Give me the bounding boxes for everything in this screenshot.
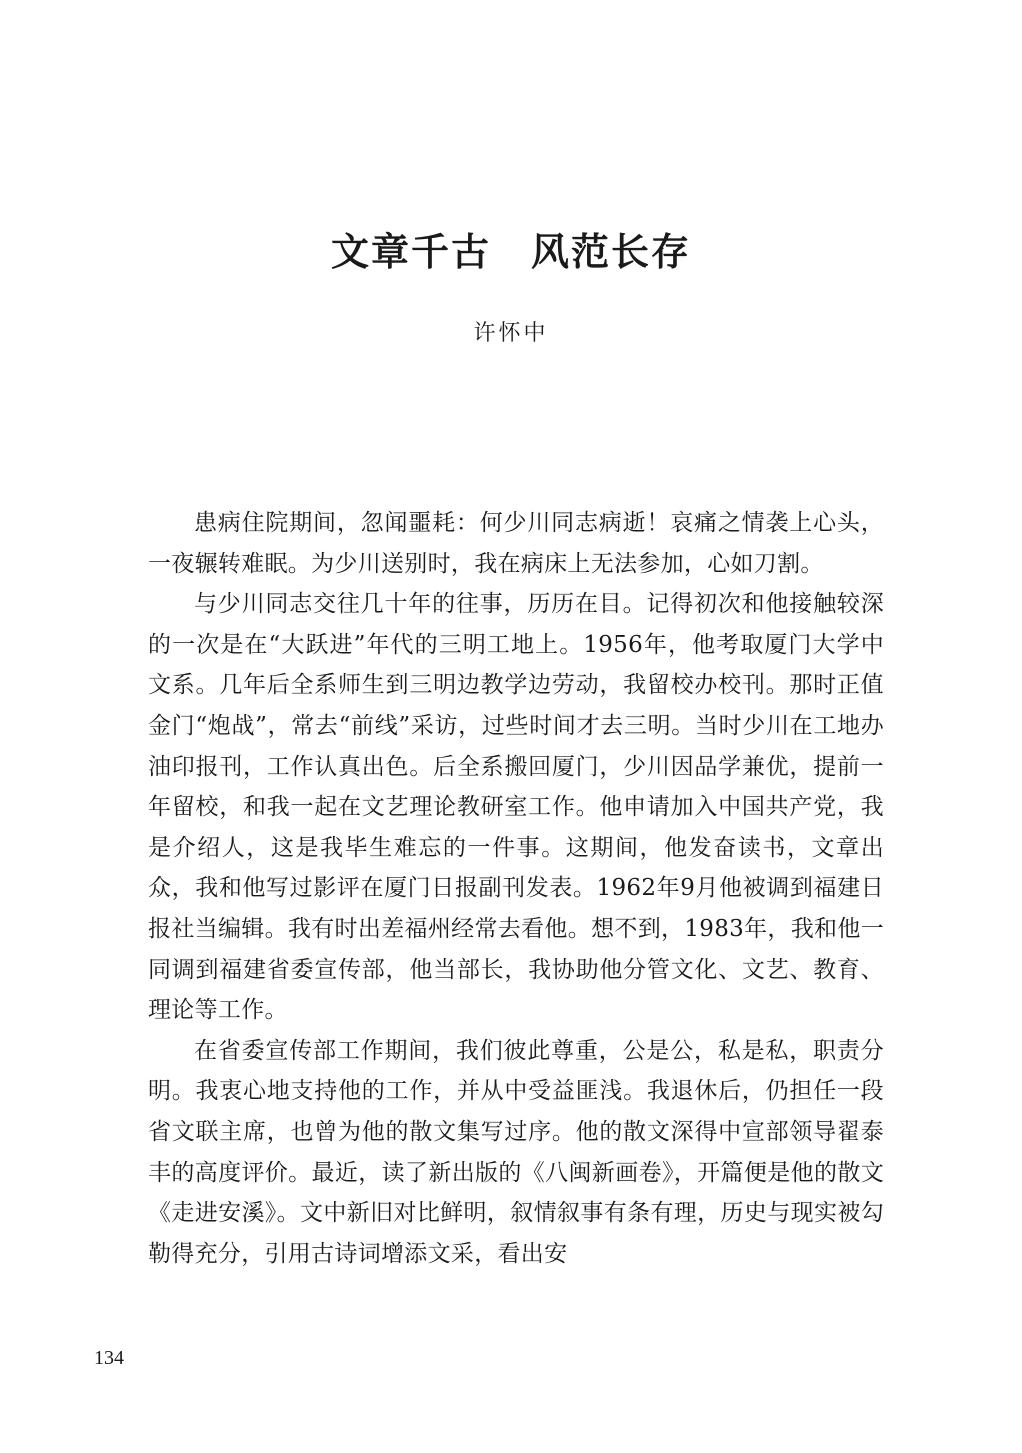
article-author: 许怀中	[473, 321, 549, 346]
paragraph-1: 患病住院期间，忽闻噩耗：何少川同志病逝！哀痛之情袭上心头，一夜辗转难眠。为少川送别时，我在病床上无法参加，心如刀割。	[148, 510, 884, 577]
paragraph-2: 与少川同志交往几十年的往事，历历在目。记得初次和他接触较深的一次是在“大跃进”年代的三明工地上。1956年，他考取厦门大学中文系。几年后全系师生到三明边教学边劳动，我留校办校刊。那时正值金门“炮战”，常去“前线”采访，过些时间才去三明。当时少川在工地办油印报刊，工作认真出色。后全系搬回厦门，少川因品学兼优，提前一年留校，和我一起在文艺理论教研室工作。他申请加入中国共产党，我是介绍人，这是我毕生难忘的一件事。这期间，他发奋读书，文章出众，我和他写过影评在厦门日报副刊发表。1962年9月他被调到福建日报社当编辑。我有时出差福州经常去看他。想不到，1983年，我和他一同调到福建省委宣传部，他当部长，我协助他分管文化、文艺、教育、理论等工作。	[148, 591, 884, 1024]
article-body	[148, 503, 884, 1274]
article-title: 文章千古 风范长存	[330, 229, 691, 274]
paragraph-3: 在省委宣传部工作期间，我们彼此尊重，公是公，私是私，职责分明。我衷心地支持他的工作，并从中受益匪浅。我退休后，仍担任一段省文联主席，也曾为他的散文集写过序。他的散文深得中宣部领导翟泰丰的高度评价。最近，读了新出版的《八闽新画卷》，开篇便是他的散文《走进安溪》。文中新旧对比鲜明，叙情叙事有条有理，历史与现实被勾勒得充分，引用古诗词增添文采，看出安	[148, 1037, 884, 1267]
page-number: 134	[94, 1347, 124, 1369]
